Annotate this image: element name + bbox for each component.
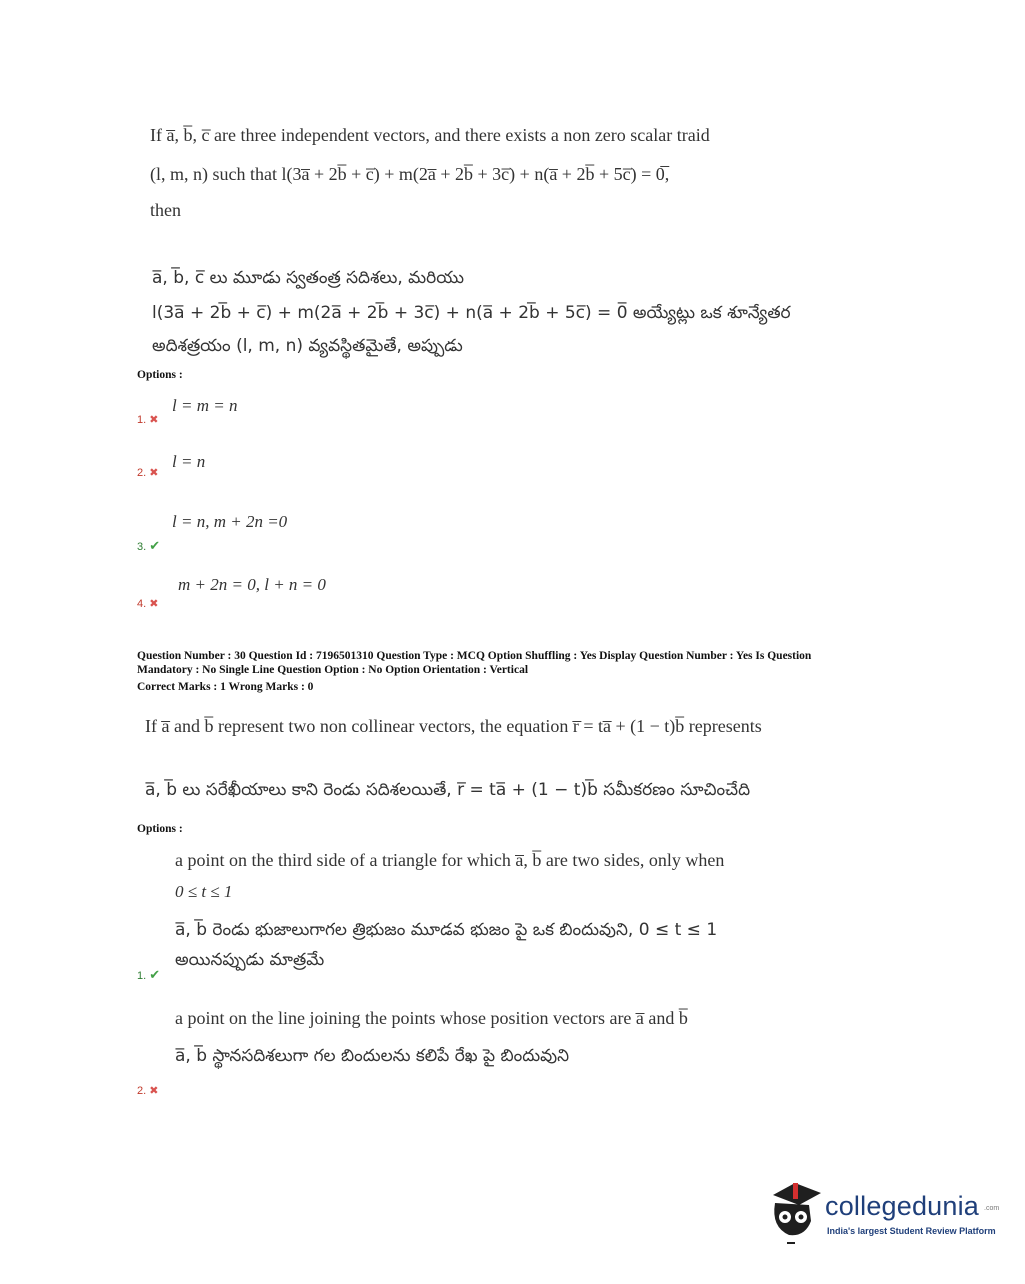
option-text: l = n, m + 2n =0 (172, 512, 288, 531)
question-meta-line: Question Number : 30 Question Id : 7196501310 Question Type : MCQ Option Shuffling : Yes Display Question Number : Yes Is Question (137, 650, 812, 662)
wrong-mark-icon: ✖ (149, 598, 159, 610)
option-text: m + 2n = 0, l + n = 0 (178, 575, 326, 594)
collegedunia-logo (765, 1175, 1005, 1250)
question-marks-line: Correct Marks : 1 Wrong Marks : 0 (137, 681, 314, 693)
option-text: a point on the third side of a triangle for which a̅, b̅ are two sides, only when (175, 850, 725, 870)
question-stem-telugu-line: అదిశత్రయం (l, m, n) వ్యవస్థితమైతే, అప్పుడు (152, 336, 463, 356)
question-meta-line: Mandatory : No Single Line Question Option : No Option Orientation : Vertical (137, 664, 529, 676)
option-number-label: 1. (137, 414, 147, 426)
option-number (137, 1084, 158, 1097)
option-text-telugu: అయినప్పుడు మాత్రమే (175, 950, 325, 970)
question-stem-telugu-line: a̅, b̅ లు సరేఖీయాలు కాని రెండు సదిశలయితే, r̅ = ta̅ + (1 − t)b̅ సమీకరణం సూచించేది (145, 780, 751, 800)
logo-domain: .com (984, 1205, 1000, 1212)
option-text-telugu: a̅, b̅ రెండు భుజాలుగాగల త్రిభుజం మూడవ భుజం పై ఒక బిందువుని, 0 ≤ t ≤ 1 (175, 920, 718, 940)
options-label: Options : (137, 823, 183, 835)
option-text-telugu: a̅, b̅ స్థానసదిశలుగా గల బిందులను కలిపే రేఖ పై బిందువుని (175, 1046, 570, 1066)
option-text: l = m = n (172, 396, 238, 415)
option-text: l = n (172, 452, 206, 471)
option-text: a point on the line joining the points whose position vectors are a̅ and b̅ (175, 1008, 688, 1028)
option-number (137, 413, 158, 426)
option-number-label: 2. (137, 1085, 147, 1097)
logo-tagline: India's largest Student Review Platform (827, 1226, 996, 1236)
correct-check-icon: ✔ (149, 967, 161, 982)
option-number-label: 2. (137, 467, 147, 479)
option-number-label: 4. (137, 598, 147, 610)
wrong-mark-icon: ✖ (149, 414, 159, 426)
option-number (137, 967, 160, 983)
option-number (137, 597, 158, 610)
correct-check-icon: ✔ (149, 538, 161, 553)
mascot-icon (765, 1177, 825, 1245)
option-number-label: 3. (137, 541, 147, 553)
question-stem-line: If a̅, b̅, c̅ are three independent vectors, and there exists a non zero scalar traid (150, 125, 710, 145)
question-stem-telugu-line: a̅, b̅, c̅ లు మూడు స్వతంత్ర సదిశలు, మరియు (152, 268, 464, 288)
wrong-mark-icon: ✖ (149, 1085, 159, 1097)
option-number-label: 1. (137, 970, 147, 982)
question-stem-line: then (150, 200, 181, 220)
question-stem-telugu-line: l(3a̅ + 2b̅ + c̅) + m(2a̅ + 2b̅ + 3c̅) + n(a̅ + 2b̅ + 5c̅) = 0̅ అయ్యేట్లు ఒక శూన్యేతర (152, 303, 791, 323)
options-label: Options : (137, 369, 183, 381)
option-number (137, 538, 160, 554)
logo-wordmark: collegedunia (825, 1191, 980, 1221)
option-text: 0 ≤ t ≤ 1 (175, 882, 233, 901)
question-stem-line: (l, m, n) such that l(3a̅ + 2b̅ + c̅) + m(2a̅ + 2b̅ + 3c̅) + n(a̅ + 2b̅ + 5c̅) = 0̅, (150, 164, 670, 184)
option-number (137, 466, 158, 479)
wrong-mark-icon: ✖ (149, 467, 159, 479)
question-stem-line: If a̅ and b̅ represent two non collinear vectors, the equation r̅ = ta̅ + (1 − t)b̅ represents (145, 716, 762, 736)
